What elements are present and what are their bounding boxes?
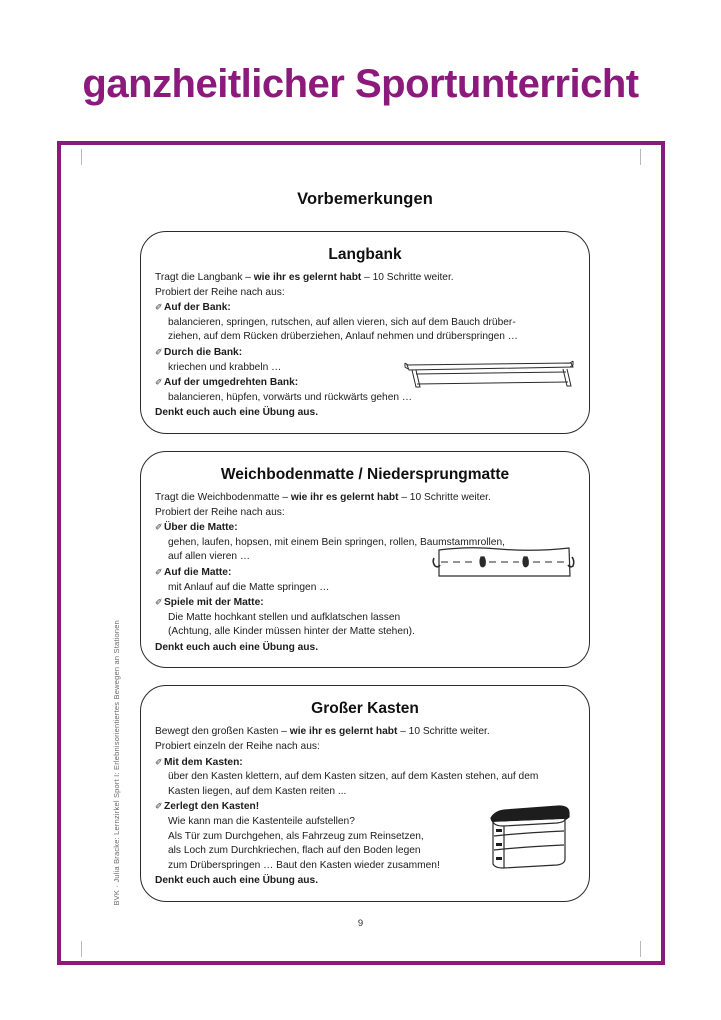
station-card-grosser-kasten: [140, 685, 590, 902]
card-intro: [155, 491, 575, 506]
card-intro-pre: Tragt die Weichbodenmatte –: [155, 491, 291, 503]
pen-bullet-icon: ✐: [155, 377, 163, 388]
card-intro: [155, 271, 575, 286]
card-closing: Denkt euch auch eine Übung aus.: [155, 641, 319, 653]
list-item-detail: balancieren, springen, rutschen, auf allen vieren, sich auf dem Bauch drüber-: [168, 316, 516, 328]
station-card-weichbodenmatte: [140, 451, 590, 669]
list-item-heading: [155, 595, 575, 611]
list-item-heading-text: Auf die Matte:: [164, 566, 232, 578]
list-item-detail: (Achtung, alle Kinder müssen hinter der Matte stehen).: [168, 626, 415, 638]
list-item-detail: über den Kasten klettern, auf dem Kasten sitzen, auf dem Kasten stehen, auf dem: [168, 771, 539, 783]
worksheet-content: [140, 190, 590, 919]
bench-illustration: [403, 356, 575, 395]
list-item-detail: Die Matte hochkant stellen und aufklatschen lassen: [168, 611, 401, 623]
list-item-detail: zum Drüberspringen … Baut den Kasten wieder zusammen!: [168, 859, 440, 871]
page-number: 9: [357, 918, 364, 929]
list-item-detail: kriechen und krabbeln …: [168, 361, 282, 373]
card-intro-post: – 10 Schritte weiter.: [361, 272, 454, 283]
list-item-detail: Wie kann man die Kastenteile aufstellen?: [168, 816, 355, 828]
list-item-detail: gehen, laufen, hopsen, mit einem Bein springen, rollen, Baumstammrollen,: [168, 536, 505, 548]
pen-bullet-icon: ✐: [155, 566, 163, 577]
list-item-detail: mit Anlauf auf die Matte springen …: [168, 581, 330, 593]
crop-mark-bottom-right: [640, 941, 641, 957]
mat-illustration: [429, 540, 579, 589]
pen-bullet-icon: ✐: [155, 597, 163, 608]
list-item-detail: ziehen, auf dem Rücken drüberziehen, Anlauf nehmen und drüberspringen …: [168, 331, 518, 343]
card-instruction: Probiert der Reihe nach aus:: [155, 286, 285, 298]
crop-mark-top-right: [640, 149, 641, 165]
list-item-detail: balancieren, hüpfen, vorwärts und rückwärts gehen …: [168, 391, 413, 403]
card-instruction: Probiert der Reihe nach aus:: [155, 506, 285, 518]
pen-bullet-icon: ✐: [155, 801, 163, 812]
card-intro-post: – 10 Schritte weiter.: [398, 491, 491, 503]
crop-mark-bottom-left: [81, 941, 82, 957]
card-title: Langbank: [328, 246, 402, 263]
card-title: Weichbodenmatte / Niedersprungmatte: [220, 465, 510, 483]
list-item-heading-text: Auf der umgedrehten Bank:: [164, 377, 299, 389]
card-closing: Denkt euch auch eine Übung aus.: [155, 407, 319, 419]
station-card-langbank: [140, 231, 590, 434]
list-item-detail: auf allen vieren …: [168, 551, 251, 563]
publisher-credit: BVK · Julia Bracke: Lernzirkel Sport I: Erlebnisorientiertes Bewegen an Stationen: [112, 620, 121, 906]
pen-bullet-icon: ✐: [155, 522, 163, 533]
list-item-heading-text: Mit dem Kasten:: [164, 756, 243, 768]
vaulting-box-illustration: [481, 802, 573, 879]
list-item-detail: Kasten liegen, auf dem Kasten reiten ...: [168, 785, 347, 797]
card-intro-bold: wie ihr es gelernt habt: [253, 272, 362, 283]
card-intro-pre: Tragt die Langbank –: [155, 272, 254, 283]
card-intro-pre: Bewegt den großen Kasten –: [155, 726, 290, 738]
card-closing: Denkt euch auch eine Übung aus.: [155, 875, 319, 887]
pen-bullet-icon: ✐: [155, 302, 163, 313]
list-item-heading-text: Spiele mit der Matte:: [164, 597, 264, 609]
pen-bullet-icon: ✐: [155, 346, 163, 357]
list-item-heading-text: Über die Matte:: [164, 522, 238, 534]
list-item-heading-text: Durch die Bank:: [164, 346, 243, 358]
crop-mark-top-left: [81, 149, 82, 165]
list-item-detail: Als Tür zum Durchgehen, als Fahrzeug zum Reinsetzen,: [168, 830, 424, 842]
list-item-detail: als Loch zum Durchkriechen, flach auf den Boden legen: [168, 845, 421, 857]
card-title: Großer Kasten: [311, 700, 419, 718]
list-item-heading: [155, 520, 575, 536]
page-title: ganzheitlicher Sportunterricht: [82, 62, 639, 106]
list-item-heading-text: Zerlegt den Kasten!: [164, 801, 260, 813]
section-title: Vorbemerkungen: [297, 190, 433, 208]
card-intro-post: – 10 Schritte weiter.: [397, 726, 490, 738]
card-intro-bold: wie ihr es gelernt habt: [290, 491, 399, 503]
pen-bullet-icon: ✐: [155, 756, 163, 767]
list-item-heading-text: Auf der Bank:: [164, 302, 231, 314]
card-intro-bold: wie ihr es gelernt habt: [289, 726, 398, 738]
list-item-heading: [155, 755, 575, 771]
list-item-heading: [155, 300, 575, 316]
card-instruction: Probiert einzeln der Reihe nach aus:: [155, 741, 320, 753]
card-intro: [155, 725, 575, 740]
